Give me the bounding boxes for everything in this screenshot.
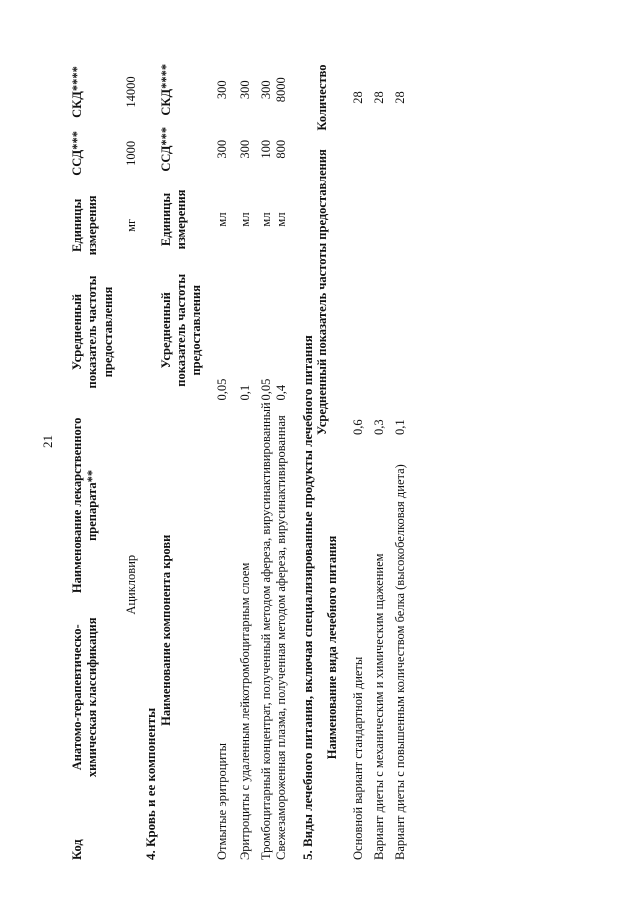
cell-ssd: 800 (274, 139, 289, 159)
page-number: 21 (40, 435, 55, 448)
table-row (205, 60, 230, 860)
cell-skd: 14000 (123, 76, 138, 108)
rotated-page-content (70, 60, 510, 860)
section-5-title: 5. Виды лечебного питания, включая специализированные продукты лечебного питания (299, 335, 315, 860)
cell-units: мл (214, 212, 229, 227)
col-atc-header: Анатомо-терапевтическо-химическая классификация (70, 617, 100, 778)
col-ssd-header: ССД*** (70, 130, 84, 176)
table-row (116, 60, 139, 860)
cell-freq: 0,3 (371, 419, 386, 435)
cell-name: Вариант диеты с повышенным количеством белка (высокобелковая диета) (393, 464, 408, 860)
table-row (274, 60, 289, 860)
col-skd-header: СКД**** (158, 63, 173, 116)
cell-qty: 28 (350, 91, 365, 104)
col-name-header: Наименование вида лечебного питания (325, 535, 340, 760)
cell-units: мг (123, 218, 138, 232)
col-drug-header: Наименование лекарственного препарата** (70, 417, 100, 594)
diet-table-header (315, 60, 340, 860)
cell-units: мл (274, 212, 289, 227)
table-row (341, 60, 366, 860)
cell-units: мл (237, 212, 252, 227)
cell-ssd: 300 (214, 139, 229, 159)
col-freq-header: Усредненный показатель частоты предоставления (315, 149, 330, 435)
blood-components-table (159, 60, 290, 860)
cell-name: Свежезамороженная плазма, полученная методом афереза, вирусинактивированная (274, 415, 289, 860)
cell-freq: 0,1 (237, 384, 252, 401)
cell-code (116, 780, 139, 860)
drug-table (70, 60, 139, 860)
cell-freq: 0,05 (214, 378, 229, 401)
diet-table (315, 60, 408, 860)
col-freq-header: Усредненный показатель частоты предоставления (70, 275, 115, 389)
table-row (387, 60, 408, 860)
cell-name: Отмытые эритроциты (214, 743, 229, 860)
cell-ssd: 300 (237, 139, 252, 159)
cell-qty: 28 (393, 91, 408, 104)
cell-name: Основной вариант стандартной диеты (350, 656, 365, 860)
col-units-header: Единицы измерения (70, 195, 100, 256)
cell-freq: 0,6 (350, 419, 365, 435)
cell-ssd: 1000 (123, 140, 138, 166)
cell-skd: 300 (237, 80, 252, 100)
col-qty-header: Количество (315, 64, 330, 131)
col-units-header: Единицы измерения (158, 189, 189, 250)
col-ssd-header: ССД*** (158, 126, 173, 172)
col-name-header: Наименование компонента крови (158, 534, 173, 726)
cell-qty: 28 (371, 91, 386, 104)
cell-units: мл (259, 212, 274, 227)
cell-drug: Ацикловир (123, 554, 138, 615)
cell-freq: 0,4 (274, 384, 289, 401)
section-4-title: 4. Кровь и ее компоненты (143, 707, 158, 860)
cell-name: Вариант диеты с механическим и химическим щажением (371, 553, 386, 860)
cell-skd: 8000 (274, 77, 289, 103)
table-row (366, 60, 387, 860)
cell-skd: 300 (214, 80, 229, 100)
table-row (253, 60, 274, 860)
cell-name: Тромбоцитарный концентрат, полученный методом афереза, вирусинактивированный (259, 402, 274, 860)
cell-name: Эритроциты с удаленным лейкотромбоцитарным слоем (237, 562, 252, 860)
cell-atc (116, 615, 139, 780)
cell-freq (116, 268, 139, 396)
cell-ssd: 100 (259, 139, 274, 159)
blood-table-header (159, 60, 205, 860)
cell-freq: 0,05 (259, 378, 274, 401)
col-skd-header: СКД**** (70, 66, 84, 118)
table-row (230, 60, 253, 860)
cell-skd: 300 (259, 80, 274, 100)
col-code-header: Код (70, 839, 84, 860)
drug-table-header (70, 60, 116, 860)
col-freq-header: Усредненный показатель частоты предоставления (158, 273, 204, 387)
cell-freq: 0,1 (393, 419, 408, 435)
